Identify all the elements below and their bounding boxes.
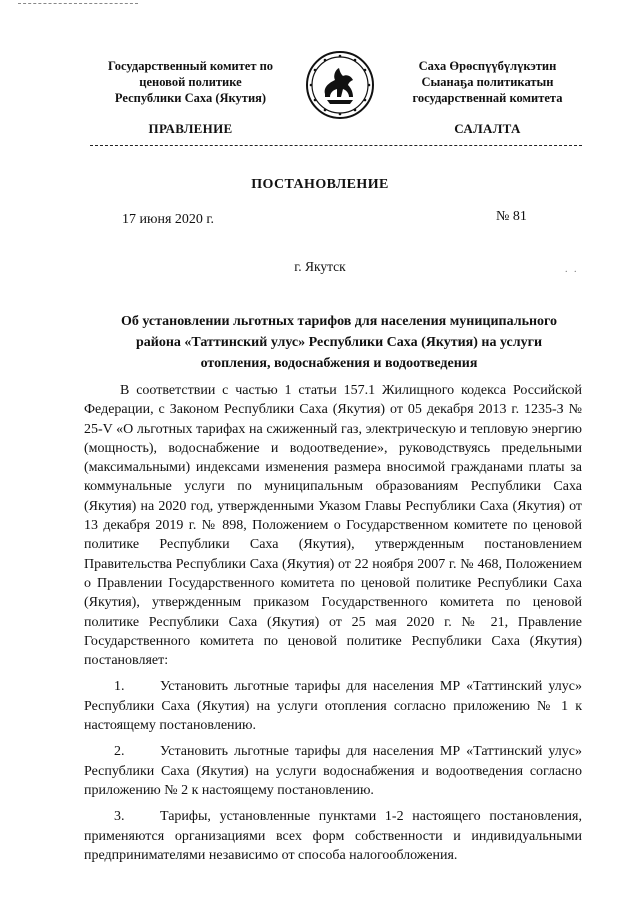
subject-line: Об установлении льготных тарифов для населения муниципального bbox=[120, 314, 558, 329]
item-text: Тарифы, установленные пунктами 1-2 настоящего постановления, применяются организациями всех форм собственности и индивидуальными предпринимателями независимо от способа налогообложения. bbox=[84, 809, 582, 863]
list-item bbox=[84, 742, 582, 800]
item-number: 3. bbox=[114, 809, 125, 825]
board-label-sakha: САЛАЛТА bbox=[454, 121, 521, 136]
scan-artifact-dots: . . bbox=[565, 264, 579, 275]
document-number: № 81 bbox=[496, 209, 527, 224]
preamble-paragraph: В соответствии с частью 1 статьи 157.1 Жилищного кодекса Российской Федерации, с Законом Республики Саха (Якутия) от 05 декабря 2013 г. 1235-З № 25-V «О льготных тарифах на сжиженный газ, электрическую и тепловую энергию (мощность), водоснабжение и водоотведение», руководствуясь предельными (максимальными) индексами изменения размера вносимой гражданами платы за коммунальные услуги по муниципальным образованиям Республики Саха (Якутия) на 2020 год, утвержденными Указом Главы Республики Саха (Якутия) от 13 декабря 2019 г. № 898, Положением о Государственном комитете по ценовой политике Республики Саха (Якутия), утвержденным постановлением Правительства Республики Саха (Якутия) от 22 ноября 2007 г. № 468, Положением о Правлении Государственного комитета по ценовой политике Республики Саха (Якутия), утвержденным приказом Государственного комитета по ценовой политике Республики Саха (Якутия) от 25 мая 2020 г. № 21, Правление Государственного комитета по ценовой политике Республики Саха (Якутия) постановляет: bbox=[84, 383, 582, 669]
list-item bbox=[84, 807, 582, 865]
document-body bbox=[84, 381, 582, 872]
list-item bbox=[84, 677, 582, 735]
item-text: Установить льготные тарифы для населения МР «Таттинский улус» Республики Саха (Якутия) на услуги отопления согласно приложению № 1 к настоящему постановлению. bbox=[84, 679, 582, 734]
item-text: Установить льготные тарифы для населения МР «Таттинский улус» Республики Саха (Якутия) на услуги водоснабжения и водоотведения согласно приложению № 2 к настоящему постановлению. bbox=[84, 744, 582, 798]
document-subject bbox=[96, 311, 582, 374]
header-right-org bbox=[390, 58, 585, 106]
header-left-line: ценовой политике bbox=[139, 75, 242, 89]
subject-line: района «Таттинский улус» Республики Саха (Якутия) на услуги bbox=[135, 335, 543, 350]
subject-line: отопления, водоснабжения и водоотведения bbox=[200, 356, 478, 371]
header-left-line: Государственный комитет по bbox=[107, 59, 274, 73]
item-number: 2. bbox=[114, 744, 125, 760]
header-right-line: Сыанаҕа политикатын bbox=[421, 75, 554, 89]
header-divider bbox=[90, 145, 582, 146]
document-city: г. Якутск bbox=[294, 259, 346, 274]
item-number: 1. bbox=[114, 679, 125, 695]
document-title: ПОСТАНОВЛЕНИЕ bbox=[251, 177, 389, 192]
header-left-line: Республики Саха (Якутия) bbox=[114, 91, 267, 105]
board-label-ru: ПРАВЛЕНИЕ bbox=[148, 121, 233, 136]
header-left-org bbox=[88, 58, 293, 106]
header-right-line: Саха Өрөспүүбүлүкэтин bbox=[418, 59, 557, 73]
coat-of-arms-emblem-icon bbox=[305, 50, 375, 120]
scan-artifact-line bbox=[18, 3, 138, 4]
header-right-line: государственнай комитета bbox=[412, 91, 563, 105]
document-date: 17 июня 2020 г. bbox=[122, 212, 215, 227]
